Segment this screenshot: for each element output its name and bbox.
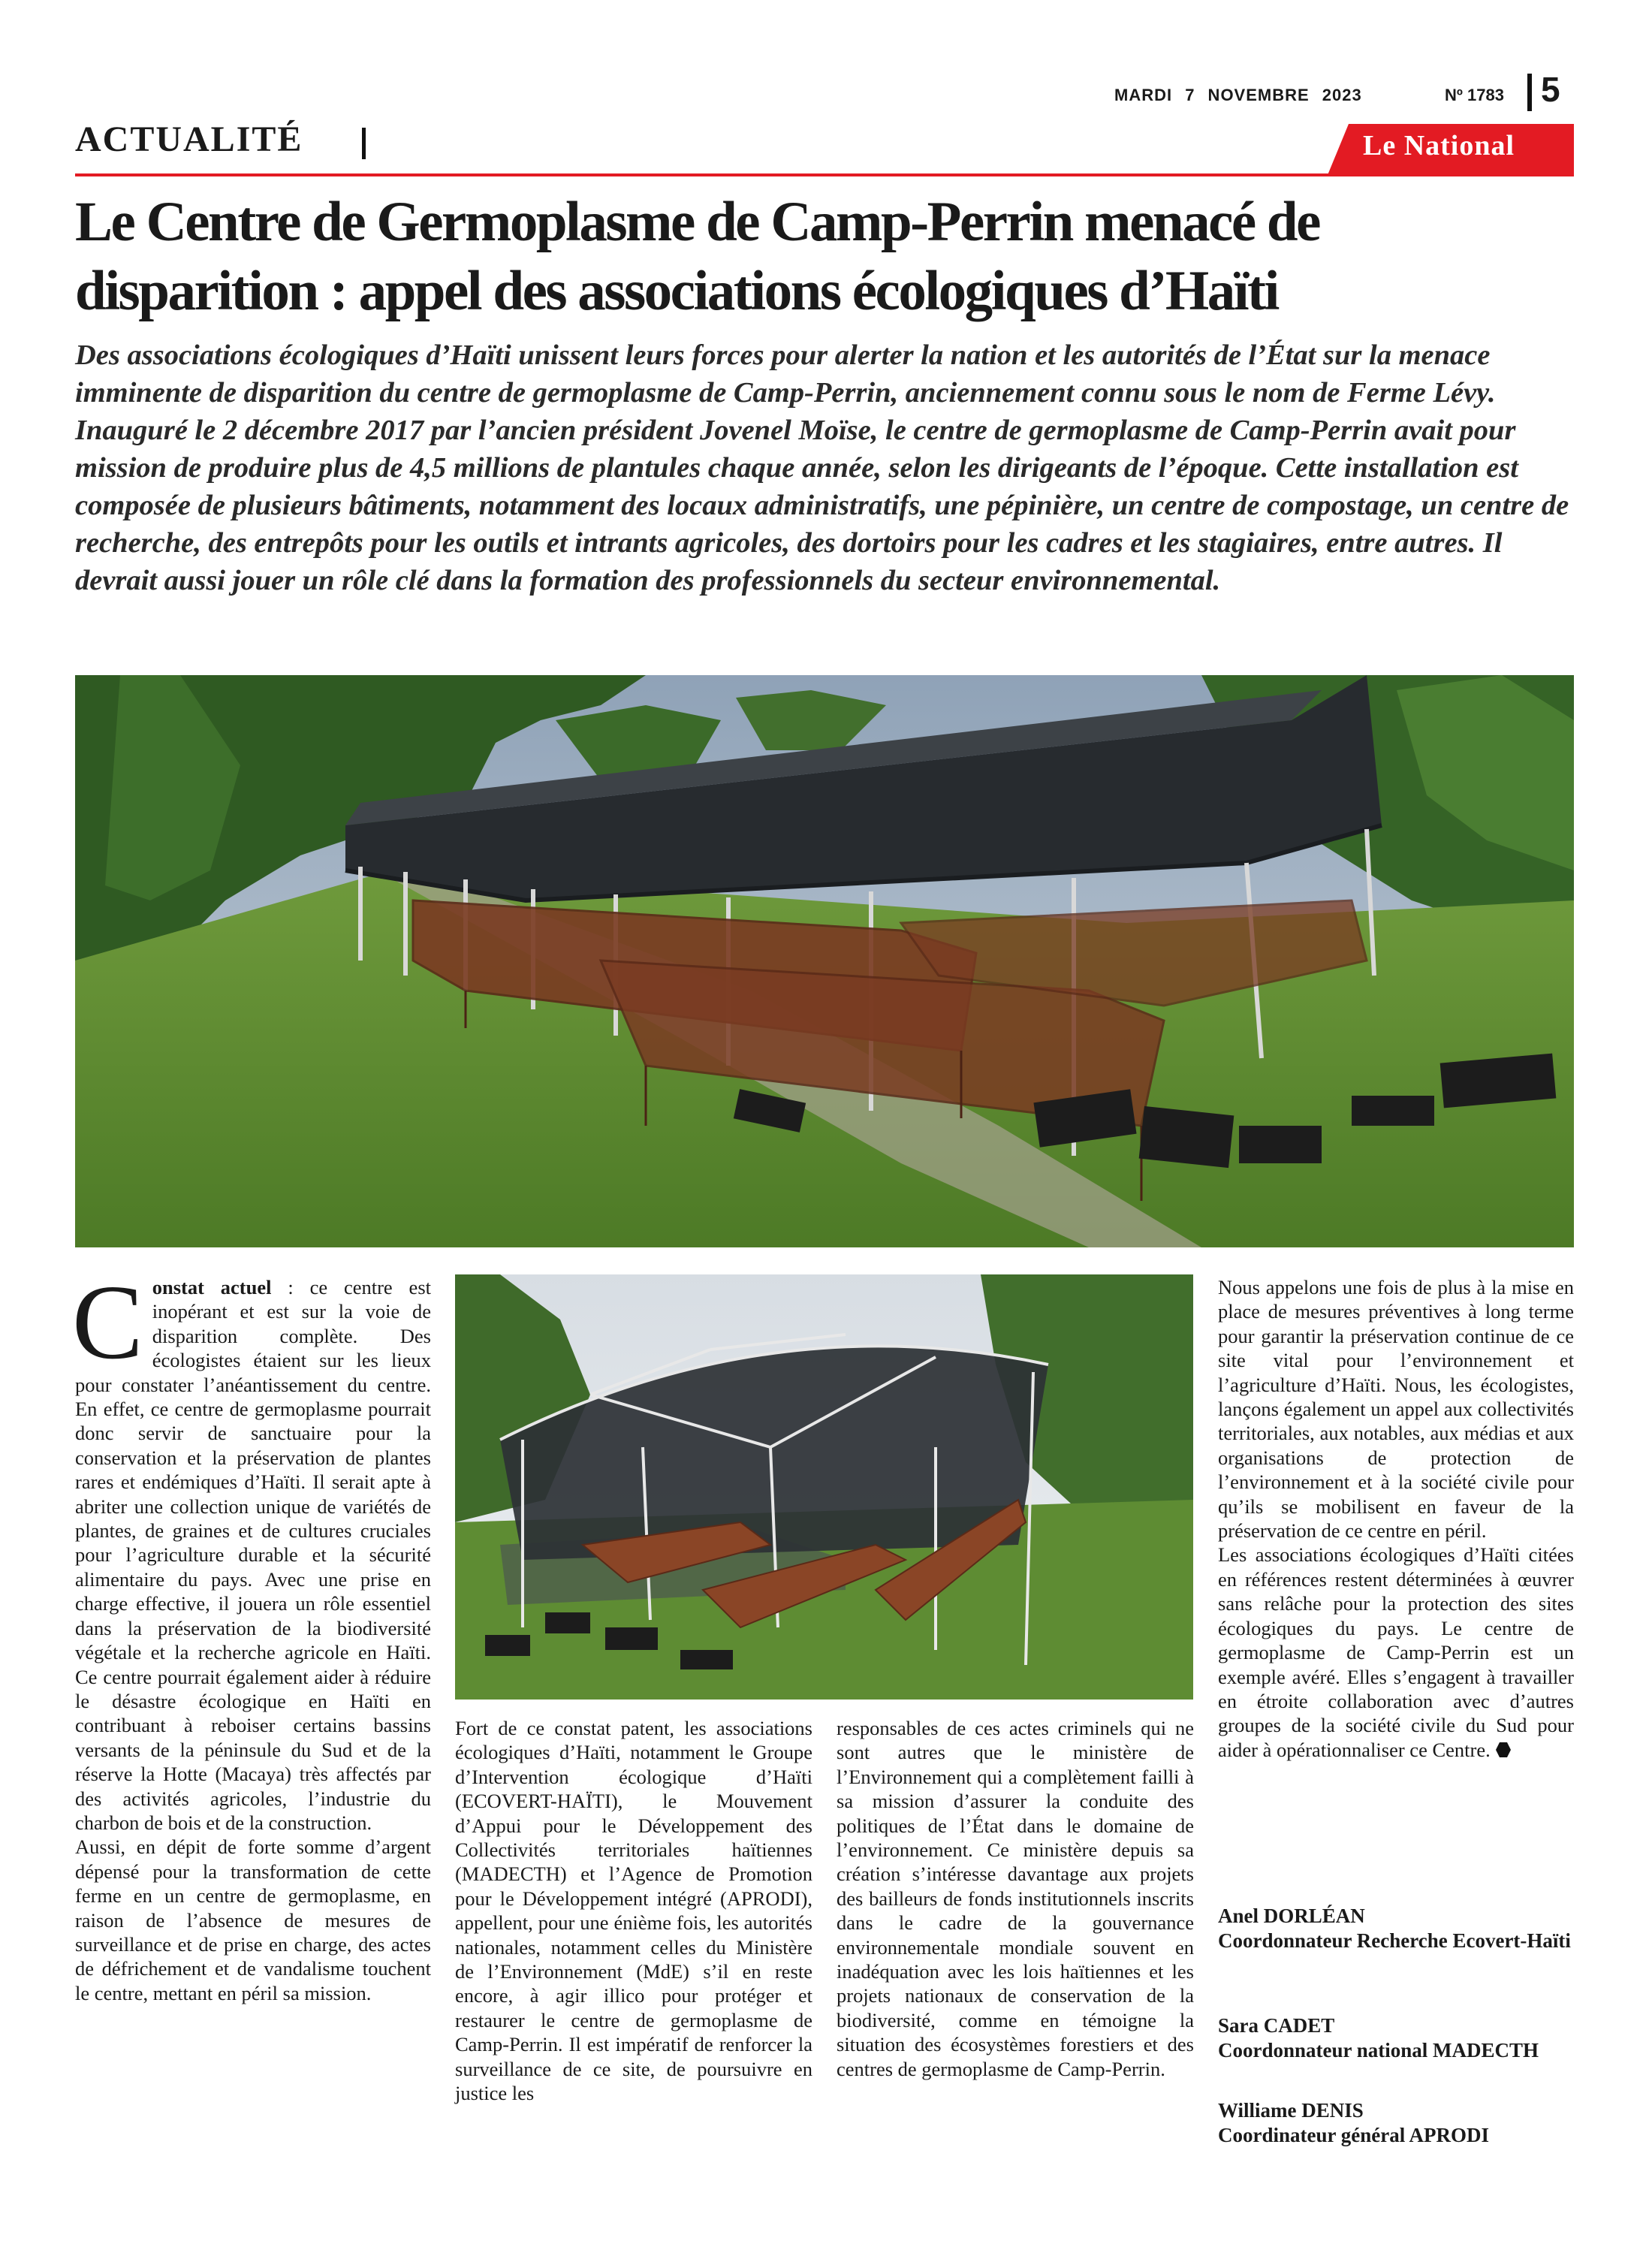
signature-block	[1218, 2013, 1574, 2063]
article-column-2	[455, 1716, 812, 2106]
paragraph-lead-word: onstat actuel	[152, 1276, 272, 1298]
signatory-name: Williame DENIS	[1218, 2099, 1364, 2122]
article-headline: Le Centre de Germoplasme de Camp-Perrin menacé de disparition : appel des associations écologiques d’Haïti	[75, 191, 1319, 322]
signatory-name: Sara CADET	[1218, 2014, 1335, 2037]
paragraph-text: Nous appelons une fois de plus à la mise en place de mesures préventives à long terme pour garantir la préservation continue de ce site vital pour l’environnement et l’agriculture d’Haïti. Nous, les écologistes, lançons également un appel aux collectivités territoriales, aux notables, aux médias et aux organisations de protection de l’environnement et à la société civile pour qu’ils se mobilisent en faveur de la préservation de ce centre en péril.	[1218, 1276, 1574, 1543]
signature-block	[1218, 1904, 1574, 1953]
main-photo	[75, 675, 1574, 1247]
signature-block	[1218, 2098, 1574, 2148]
section-divider	[362, 128, 366, 159]
paragraph-text: : ce centre est inopérant et est sur la voie de disparition complète. Des écologistes étaient sur les lieux pour constater l’anéantissement du centre. En effet, ce centre de germoplasme pourrait donc servir de sanctuaire pour la conservation et la préservation de plantes rares et endémiques d’Haïti. Il serait apte à abriter une collection unique de variétés de plantes, de graines et de cultures cruciales pour l’agriculture durable et la sécurité alimentaire du pays. Avec une prise en charge effective, il jouera un rôle essentiel dans la préservation de la biodiversité végétale et la recherche agricole en Haïti. Ce centre pourrait également aider à réduire le désastre écologique en Haïti en contribuant à reboiser certains bassins versants de la péninsule du Sud et de la réserve la Hotte (Macaya) très affectés par des activités agricoles, l’industrie du charbon de bois et de la construction.	[75, 1276, 431, 1834]
second-photo	[455, 1274, 1193, 1700]
signatory-role: Coordinateur général APRODI	[1218, 2124, 1489, 2146]
page-number: 5	[1541, 70, 1560, 109]
article-column-1	[72, 1262, 431, 2005]
end-of-article-icon	[1495, 1742, 1512, 1758]
nursery-shade-house-image	[75, 675, 1574, 1247]
signatory-role: Coordonnateur Recherche Ecovert-Haïti	[1218, 1929, 1571, 1952]
paragraph-text: Fort de ce constat patent, les associations écologiques d’Haïti, notamment le Groupe d’Intervention écologique d’Haïti (ECOVERT-HAÏTI), le Mouvement d’Appui pour le Développement des Collectivités territoriales haïtiennes (MADECTH) et l’Agence de Promotion pour le Développement intégré (APRODI), appellent, pour une énième fois, les autorités nationales, notamment celles du Ministère de l’Environnement (MdE) s’il en reste encore, à agir illico pour protéger et restaurer le centre de germoplasme de Camp-Perrin. Il est impératif de renforcer la surveillance de ce site, de poursuivre en justice les	[455, 1717, 812, 2105]
header-divider	[1527, 74, 1532, 111]
signatory-name: Anel DORLÉAN	[1218, 1905, 1365, 1927]
drop-cap: C	[72, 1262, 143, 1381]
paragraph-text: responsables de ces actes criminels qui ne sont autres que le ministère de l’Environnement qui a complètement failli à sa mission d’assurer la conduite des politiques de l’État dans le domaine de l’environnement. Ce ministère depuis sa création s’intéresse davantage aux projets des bailleurs de fonds institutionnels inscrits dans le cadre de la gouvernance environnementale mondiale souvent en inadéquation avec les lois haïtiennes et les projets nationaux de conservation de la biodiversité, comme en témoigne la situation des écosystèmes forestiers et des centres de germoplasme de Camp-Perrin.	[837, 1717, 1194, 2080]
domed-shade-house-image	[455, 1274, 1193, 1700]
paragraph-text: Les associations écologiques d’Haïti citées en références restent déterminées à œuvrer sans relâche pour la protection des sites écologiques du pays. Le centre de germoplasme de Camp-Perrin est un exemple avéré. Elles s’engagent à travailler en étroite collaboration avec d’autres groupes de la société civile du Sud pour aider à opérationnaliser ce Centre.	[1218, 1543, 1574, 1761]
article-column-4	[1218, 1275, 1574, 1762]
paragraph-text: Aussi, en dépit de forte somme d’argent dépensé pour la transformation de cette ferme en un centre de germoplasme, en raison de l’absence de mesures de surveillance et de prise en charge, des actes de défrichement et de vandalisme touchent le centre, mettant en péril sa mission.	[75, 1835, 431, 2004]
section-label: ACTUALITÉ	[75, 119, 303, 159]
issue-date: MARDI 7 NOVEMBRE 2023	[1114, 86, 1362, 104]
article-column-3	[837, 1716, 1194, 2081]
paper-name: Le National	[1363, 130, 1515, 161]
signatory-role: Coordonnateur national MADECTH	[1218, 2039, 1539, 2061]
article-lead: Des associations écologiques d’Haïti unissent leurs forces pour alerter la nation et les autorités de l’État sur la menace imminente de disparition du centre de germoplasme de Camp-Perrin, anciennement connu sous le nom de Ferme Lévy. Inauguré le 2 décembre 2017 par l’ancien président Jovenel Moïse, le centre de germoplasme de Camp-Perrin avait pour mission de produire plus de 4,5 millions de plantules chaque année, selon les dirigeants de l’époque. Cette installation est composée de plusieurs bâtiments, notamment des locaux administratifs, une pépinière, un centre de compostage, un centre de recherche, des entrepôts pour les outils et intrants agricoles, des dortoirs pour les cadres et les stagiaires, entre autres. Il devrait aussi jouer un rôle clé dans la formation des professionnels du secteur environnemental.	[75, 339, 1569, 596]
issue-number: Nº 1783	[1445, 86, 1504, 104]
header-rule	[75, 173, 1574, 176]
